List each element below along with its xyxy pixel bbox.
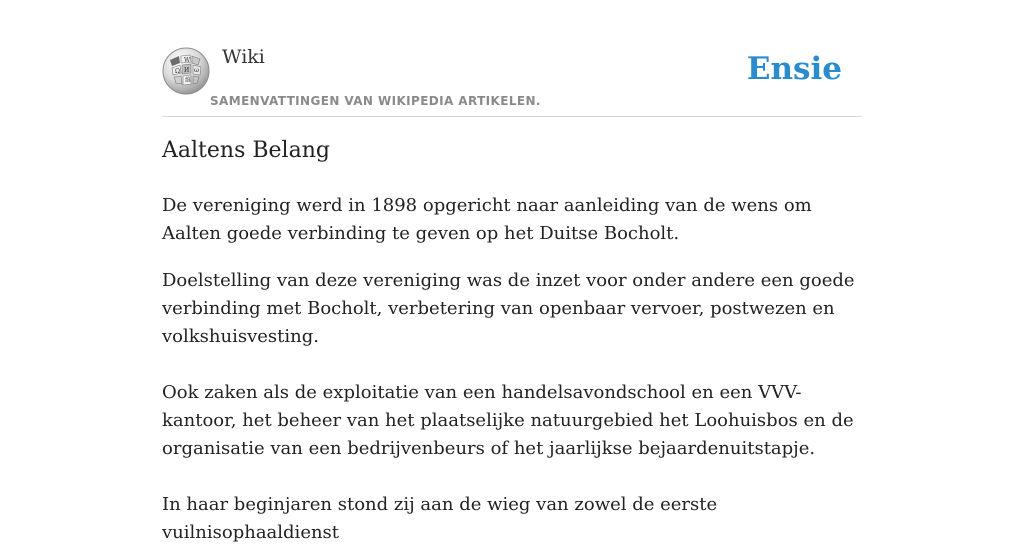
article-paragraph: In haar beginjaren stond zij aan de wieg van zowel de eerste vuilnisophaaldienst (162, 494, 718, 543)
wikipedia-globe-icon[interactable] (162, 47, 210, 95)
site-tagline: SAMENVATTINGEN VAN WIKIPEDIA ARTIKELEN. (210, 94, 541, 108)
svg-text:И: И (184, 67, 190, 74)
site-header (162, 40, 862, 117)
svg-text:維: 維 (185, 77, 192, 84)
article-content (162, 192, 862, 547)
site-name[interactable]: Wiki (222, 46, 265, 68)
article-paragraph: De vereniging werd in 1898 opgericht naar aanleiding van de wens om Aalten goede verbinding te geven op het Duitse Bocholt. (162, 195, 812, 244)
svg-text:W: W (184, 57, 191, 64)
article-paragraph: Doelstelling van deze vereniging was de inzet voor onder andere een goede verbinding met Bocholt, verbetering van openbaar vervoer, postwezen en volkshuisvesting. (162, 270, 855, 347)
brand-logo-link[interactable]: Ensie (746, 51, 842, 87)
svg-text:Ω: Ω (175, 68, 180, 75)
article-title: Aaltens Belang (162, 138, 330, 163)
article-paragraph: Ook zaken als de exploitatie van een handelsavondschool en een VVV-kantoor, het beheer van het plaatselijke natuurgebied het Loohuisbos en de organisatie van een bedrijvenbeurs of het jaarlijkse bejaardenuitstapje. (162, 382, 854, 459)
svg-text:ω: ω (194, 67, 199, 74)
